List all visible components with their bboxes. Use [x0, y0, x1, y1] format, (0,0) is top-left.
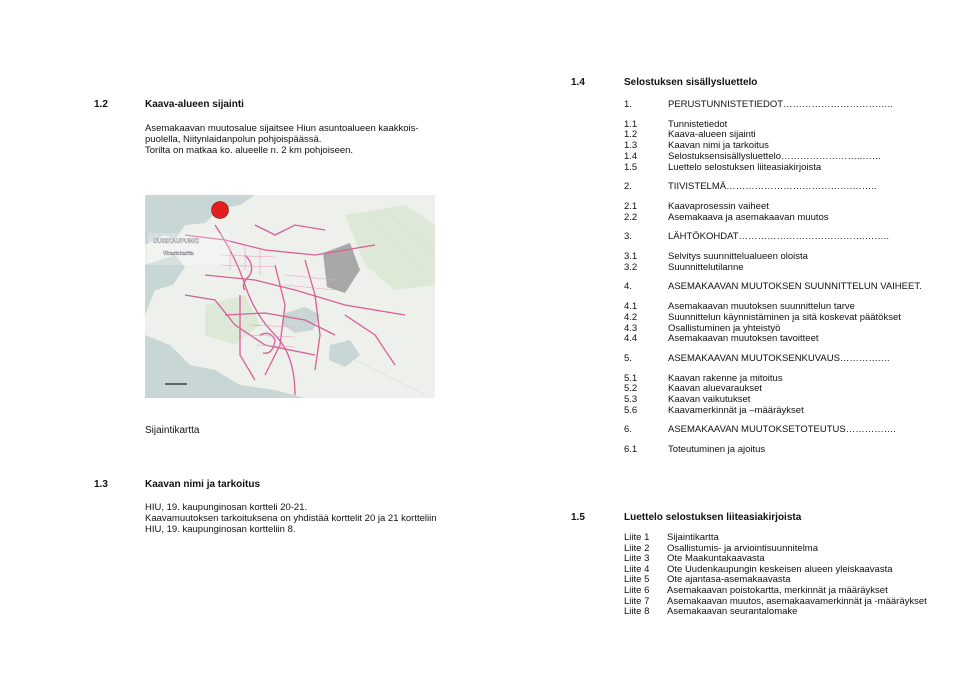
toc-title: ASEMAKAAVAN MUUTOKSENKUVAUS………….…	[668, 352, 891, 364]
appendix-number: Liite 5	[624, 574, 650, 586]
appendix-number: Liite 3	[624, 553, 650, 565]
toc-number: 2.2	[624, 211, 638, 223]
appendix-number: Liite 6	[624, 585, 650, 596]
toc-number: 5.	[624, 352, 632, 364]
purpose-line: Kaavamuutoksen tarkoituksena on yhdistää korttelit 20 ja 21 kortteliin	[145, 513, 437, 524]
toc-title: Suunnittelun käynnistäminen ja sitä koskevat päätökset	[668, 311, 901, 323]
toc-title: Kaava-alueen sijainti	[668, 129, 756, 141]
toc-title: LÄHTÖKOHDAT………………………………….……..	[668, 231, 889, 243]
appendix-title: Asemakaavan seurantalomake	[667, 606, 798, 618]
toc-title: Kaavan aluevaraukset	[668, 383, 763, 395]
toc-number: 1.4	[624, 150, 638, 162]
toc-number: 1.5	[624, 161, 638, 173]
toc-number: 2.1	[624, 200, 638, 212]
toc-number: 1.2	[624, 129, 638, 141]
toc-number: 4.1	[624, 301, 638, 313]
toc-number: 4.4	[624, 333, 638, 345]
toc-number: 6.1	[624, 444, 638, 456]
toc-title: Kaavamerkinnät ja –määräykset	[668, 404, 804, 416]
location-line: Asemakaavan muutosalue sijaitsee Hiun asuntoalueen kaakkois-	[145, 123, 419, 134]
toc-title: Luettelo selostuksen liiteasiakirjoista	[668, 161, 822, 173]
toc-number: 3.1	[624, 251, 638, 262]
location-map	[145, 195, 435, 398]
toc-number: 4.	[624, 281, 632, 293]
toc-title: Tunnistetiedot	[668, 118, 728, 130]
toc-title: Asemakaava ja asemakaavan muutos	[668, 211, 829, 223]
toc-number: 3.2	[624, 261, 638, 273]
toc-title: Selvitys suunnittelualueen oloista	[668, 251, 808, 262]
appendix-title: Ote ajantasa-asemakaavasta	[667, 574, 791, 586]
appendix-title: Asemakaavan poistokartta, merkinnät ja määräykset	[667, 585, 888, 596]
toc-number: 5.1	[624, 372, 638, 384]
toc-title: Asemakaavan muutoksen tavoitteet	[668, 333, 819, 345]
toc-title: Osallistuminen ja yhteistyö	[668, 322, 781, 334]
purpose-line: HIU, 19. kaupunginosan kortteli 20-21.	[145, 502, 308, 513]
toc-title: PERUSTUNNISTETIEDOT……………………………..	[668, 99, 893, 110]
appendix-title: Ote Uudenkaupungin keskeisen alueen yleiskaavasta	[667, 563, 893, 575]
location-line: Torilta on matkaa ko. alueelle n. 2 km pohjoiseen.	[145, 145, 354, 156]
purpose-paragraph	[145, 502, 437, 535]
location-line: puolella, Niitynlaidanpolun pohjoispäässä.	[145, 134, 322, 145]
section-1-5-heading: Luettelo selostuksen liiteasiakirjoista	[624, 512, 802, 523]
toc-number: 6.	[624, 424, 632, 436]
toc-title: Toteutuminen ja ajoitus	[668, 444, 766, 456]
appendix-number: Liite 4	[624, 563, 650, 575]
toc-title: Asemakaavan muutoksen suunnittelun tarve	[668, 301, 855, 313]
section-1-2-number: 1.2	[94, 99, 108, 110]
section-1-4-number: 1.4	[571, 77, 585, 88]
map-name-label: Virastokartta	[163, 251, 194, 257]
toc-title: ASEMAKAAVAN MUUTOKSEN SUUNNITTELUN VAIHEET.	[668, 281, 922, 293]
toc-number: 4.2	[624, 311, 638, 323]
section-1-2-heading: Kaava-alueen sijainti	[145, 99, 244, 110]
map-caption: Sijaintikartta	[145, 425, 200, 436]
toc-number: 5.3	[624, 394, 638, 405]
toc-title: Kaavan nimi ja tarkoitus	[668, 140, 769, 152]
appendix-title: Sijaintikartta	[667, 532, 719, 543]
toc-number: 5.6	[624, 404, 638, 416]
appendix-number: Liite 8	[624, 606, 650, 618]
section-1-5-number: 1.5	[571, 512, 585, 523]
toc-title: Kaavan rakenne ja mitoitus	[668, 372, 783, 384]
toc-number: 1.3	[624, 140, 638, 152]
section-1-3-heading: Kaavan nimi ja tarkoitus	[145, 479, 261, 490]
toc-title: Kaavaprosessin vaiheet	[668, 200, 769, 212]
appendix-title: Osallistumis- ja arviointisuunnitelma	[667, 542, 818, 554]
purpose-line: HIU, 19. kaupunginosan kortteliin 8.	[145, 524, 296, 535]
appendix-title: Ote Maakuntakaavasta	[667, 553, 765, 565]
appendix-number: Liite 1	[624, 532, 650, 543]
toc-number: 1.	[624, 99, 632, 110]
table-of-contents	[624, 99, 954, 479]
location-marker	[212, 202, 229, 219]
map-town-label: UUSIKAUPUNKI	[153, 239, 200, 245]
appendix-number: Liite 2	[624, 542, 650, 554]
section-1-3-number: 1.3	[94, 479, 108, 490]
toc-number: 4.3	[624, 322, 638, 334]
toc-title: TIIVISTELMÄ………………………………….……..	[668, 181, 877, 193]
toc-title: ASEMAKAAVAN MUUTOKSETOTEUTUS…………….	[668, 424, 896, 436]
toc-title: Suunnittelutilanne	[668, 261, 744, 273]
location-paragraph	[145, 123, 419, 156]
toc-number: 1.1	[624, 118, 638, 130]
appendix-list	[624, 533, 954, 623]
appendix-title: Asemakaavan muutos, asemakaavamerkinnät ja -määräykset	[667, 595, 927, 607]
toc-number: 3.	[624, 231, 632, 243]
appendix-number: Liite 7	[624, 595, 650, 607]
toc-number: 5.2	[624, 383, 638, 395]
toc-title: Kaavan vaikutukset	[668, 394, 751, 405]
section-1-4-heading: Selostuksen sisällysluettelo	[624, 77, 758, 88]
toc-title: Selostuksensisällysluettelo……………………..……	[668, 150, 882, 162]
toc-number: 2.	[624, 181, 632, 193]
map-graphic	[145, 195, 435, 398]
map-label-box	[148, 233, 230, 265]
